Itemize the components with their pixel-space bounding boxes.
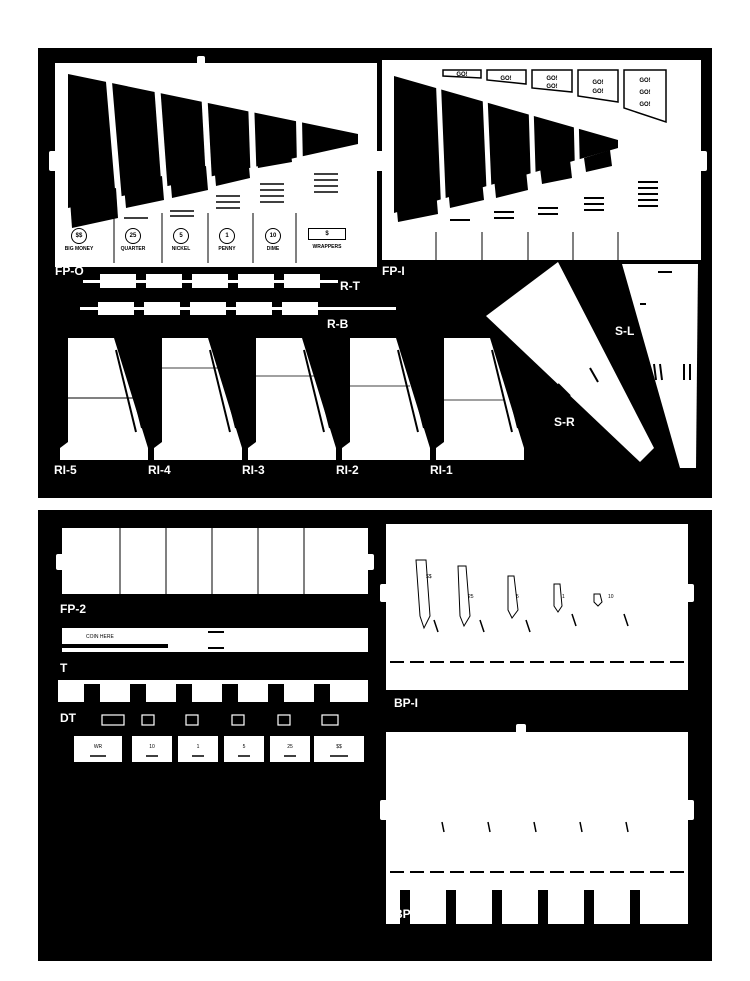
rail-top (83, 274, 338, 288)
slot-badge: $ (308, 228, 346, 240)
go-text: GO! (639, 90, 651, 96)
go-text: GO! (592, 89, 604, 95)
slot-badge: 25 (125, 228, 141, 244)
slot-label: QUARTER (120, 246, 146, 252)
label-ri-5: RI-5 (54, 463, 77, 477)
label-bp-i: BP-I (394, 696, 418, 710)
cut-sheet-1 (38, 48, 712, 498)
fp-o-slot (57, 228, 101, 252)
dt-card-1: 1 (196, 744, 200, 750)
dt-card-big: $$ (336, 744, 342, 750)
label-ri-1: RI-1 (430, 463, 453, 477)
bp-i-arrow-label: 5 (516, 594, 519, 600)
bp-i-arrow-label: 25 (468, 594, 474, 600)
dt-card-10: 10 (149, 744, 155, 750)
sheet-1-parts (38, 48, 712, 498)
label-ri-4: RI-4 (148, 463, 171, 477)
bp-i-arrow-label: 10 (608, 594, 614, 600)
slot-label: DIME (266, 246, 280, 252)
label-t: T (60, 661, 68, 675)
fp-o-slot (299, 228, 355, 250)
fp-o-slot (159, 228, 203, 252)
label-r-b: R-B (327, 317, 349, 331)
dt-card-5: 5 (242, 744, 246, 750)
rail-bottom (80, 302, 396, 315)
slot-badge: 5 (173, 228, 189, 244)
slot-badge: 10 (265, 228, 281, 244)
label-bp-o: BP-O (394, 907, 424, 921)
slot-badge: $$ (71, 228, 87, 244)
go-text: GO! (546, 84, 558, 90)
dt-cards (74, 736, 364, 762)
dt-card-wr: WR (93, 744, 103, 750)
sheet-2-parts (38, 510, 712, 961)
ri-pieces (60, 338, 524, 460)
coin-here-text: COIN HERE (86, 634, 114, 640)
go-text: GO! (456, 72, 468, 78)
go-text: GO! (639, 102, 651, 108)
label-fp-2: FP-2 (60, 602, 87, 616)
slot-label: PENNY (218, 246, 236, 252)
label-fp-i: FP-I (382, 264, 405, 278)
bp-i-arrow-label: $$ (426, 574, 432, 580)
slot-badge: 1 (219, 228, 235, 244)
label-s-l: S-L (615, 324, 635, 338)
go-text: GO! (592, 80, 604, 86)
dt-card-25: 25 (287, 744, 293, 750)
fp-o-slot (251, 228, 295, 252)
slot-label: WRAPPERS (312, 244, 342, 250)
fp-o-slot (111, 228, 155, 252)
ri-4-piece (154, 338, 242, 460)
go-text: GO! (500, 76, 512, 82)
t-piece (62, 628, 368, 652)
ri-1-piece (436, 338, 524, 460)
fp-o-slot (205, 228, 249, 252)
cut-sheet-2 (38, 510, 712, 961)
go-text: GO! (639, 78, 651, 84)
ri-2-piece (342, 338, 430, 460)
slot-label: BIG MONEY (64, 246, 94, 252)
bp-i-arrow-label: 1 (562, 594, 565, 600)
fp-2-panel (56, 528, 374, 594)
go-text: GO! (546, 76, 558, 82)
label-ri-3: RI-3 (242, 463, 265, 477)
dt-piece (58, 680, 368, 725)
label-fp-o: FP-O (55, 264, 84, 278)
label-s-r: S-R (554, 415, 575, 429)
slot-label: NICKEL (171, 246, 191, 252)
fp-i-panel (376, 60, 707, 260)
ri-3-piece (248, 338, 336, 460)
label-ri-2: RI-2 (336, 463, 359, 477)
ri-5-piece (60, 338, 148, 460)
label-r-t: R-T (340, 279, 360, 293)
label-dt: DT (60, 711, 76, 725)
bp-i-panel (380, 524, 694, 718)
bp-o-panel (380, 724, 694, 924)
fp-o-slot-labels (55, 228, 377, 264)
